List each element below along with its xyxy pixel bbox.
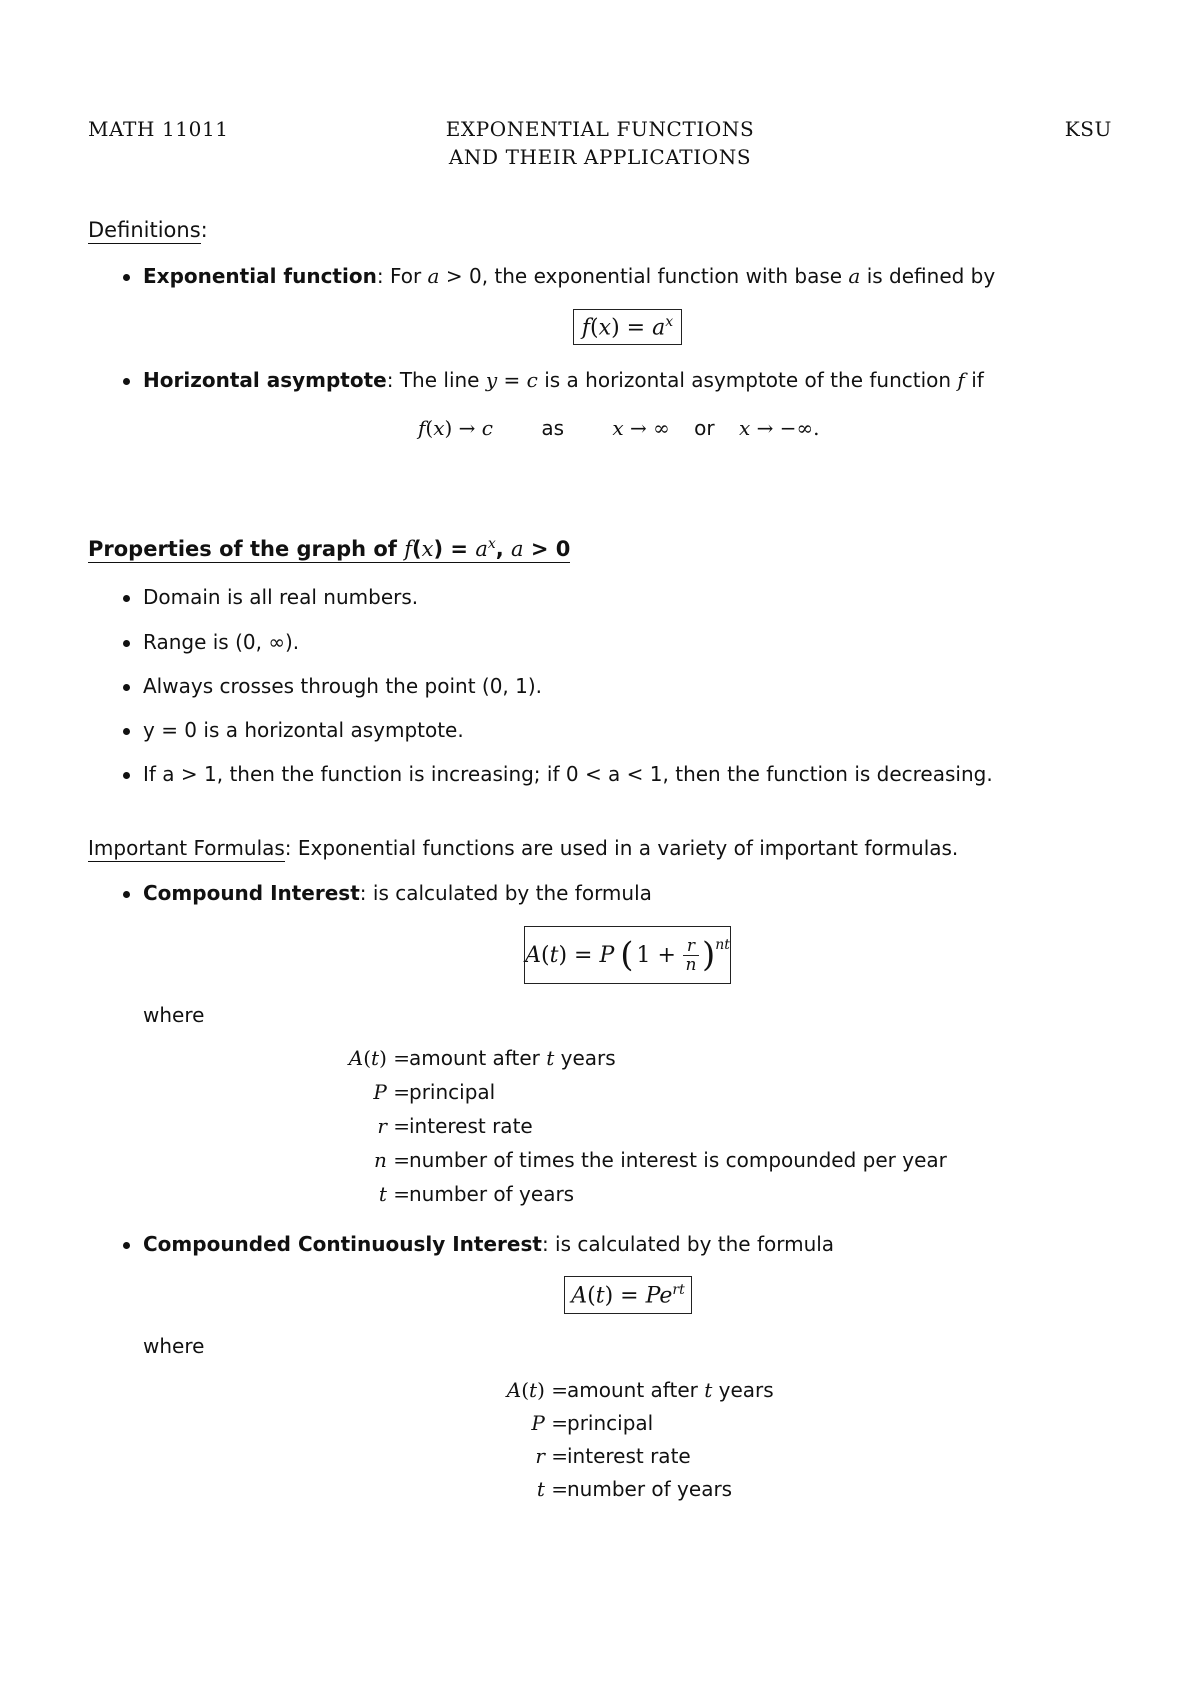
compound-formula: A ( t ) = P ( 1 + r n ) $^{nt}$ <box>525 935 730 975</box>
compound-desc-n: number of times the interest is compounded per year <box>409 1148 947 1172</box>
compound-var-P: P = <box>373 1080 410 1104</box>
page-title-line1: EXPONENTIAL FUNCTIONS <box>445 117 755 141</box>
continuous-line: Compounded Continuously Interest: is calculated by the formula <box>143 1232 835 1256</box>
continuous-desc-t: number of years <box>567 1477 733 1501</box>
formulas-intro: Exponential functions are used in a variety of important formulas. <box>297 836 959 860</box>
definitions-heading-text: Definitions <box>88 218 201 242</box>
asym-text-b: is a horizontal asymptote of the function <box>544 368 952 392</box>
continuous-var-t: t = <box>536 1477 568 1501</box>
exp-formula-box <box>573 309 682 345</box>
bullet-icon <box>123 274 130 281</box>
exp-text-b: , the exponential function with base <box>481 264 843 288</box>
asym-text-a: The line <box>399 368 480 392</box>
bullet-icon <box>123 728 130 735</box>
continuous-var-P: P = <box>531 1411 568 1435</box>
continuous-desc-P: principal <box>567 1411 654 1435</box>
asymptote-term: Horizontal asymptote <box>143 368 387 392</box>
compound-var-r: r = <box>377 1114 410 1138</box>
compound-desc-P: principal <box>409 1080 496 1104</box>
bullet-icon <box>123 378 130 385</box>
bullet-icon <box>123 772 130 779</box>
bullet-icon <box>123 1242 130 1249</box>
exp-function-term: Exponential function <box>143 264 377 288</box>
course-code: MATH 11011 <box>88 117 229 141</box>
compound-desc-r: interest rate <box>409 1114 533 1138</box>
continuous-desc-r: interest rate <box>567 1444 691 1468</box>
compound-text: is calculated by the formula <box>372 881 652 905</box>
asymptote-condition: f(x) → c as x → ∞ or x → −∞. <box>418 416 820 440</box>
exp-function-line: Exponential function: For a > 0, the exponential function with base a is defined by <box>143 264 996 288</box>
formulas-heading: Important Formulas <box>88 836 285 860</box>
compound-formula-box <box>524 926 731 984</box>
compound-desc-t: number of years <box>409 1182 575 1206</box>
property-monotonic: If a > 1, then the function is increasing; if 0 < a < 1, then the function is decreasing. <box>143 762 993 786</box>
continuous-var-r: r = <box>535 1444 568 1468</box>
bullet-icon <box>123 595 130 602</box>
continuous-var-A: A(t) = <box>506 1378 568 1402</box>
continuous-term: Compounded Continuously Interest <box>143 1232 542 1256</box>
asym-as: as <box>541 416 565 440</box>
school-label: KSU <box>1064 117 1112 141</box>
compound-var-t: t = <box>378 1182 410 1206</box>
compound-var-A: A(t) = <box>348 1046 410 1070</box>
property-domain: Domain is all real numbers. <box>143 585 419 609</box>
continuous-formula: $A(t) = Pe^{rt}$ <box>571 1281 685 1309</box>
property-asymptote: y = 0 is a horizontal asymptote. <box>143 718 464 742</box>
property-point: Always crosses through the point (0, 1). <box>143 674 543 698</box>
compound-where: where <box>143 1003 205 1027</box>
compound-term: Compound Interest <box>143 881 360 905</box>
property-range: Range is (0, ∞). <box>143 630 300 654</box>
properties-heading <box>88 536 570 561</box>
properties-heading-text: Properties of the graph of $f(x) = a^x$, a > 0 <box>88 536 571 561</box>
continuous-desc-A: amount after t years <box>567 1378 774 1402</box>
continuous-text: is calculated by the formula <box>555 1232 835 1256</box>
formulas-heading-line: Important Formulas: Exponential functions are used in a variety of important formulas. <box>88 836 959 860</box>
continuous-formula-box <box>564 1276 692 1314</box>
asymptote-line: Horizontal asymptote: The line y = c is a horizontal asymptote of the function f if <box>143 368 984 392</box>
page-title-line2: AND THEIR APPLICATIONS <box>448 145 752 169</box>
bullet-icon <box>123 891 130 898</box>
compound-var-n: n = <box>373 1148 410 1172</box>
asym-or: or <box>694 416 715 440</box>
compound-desc-A: amount after t years <box>409 1046 616 1070</box>
compound-line: Compound Interest: is calculated by the formula <box>143 881 652 905</box>
continuous-where: where <box>143 1334 205 1358</box>
exp-formula: $f(x) = a^x$ <box>581 313 674 341</box>
bullet-icon <box>123 684 130 691</box>
exp-text-a: For <box>389 264 422 288</box>
bullet-icon <box>123 640 130 647</box>
asym-text-c: if <box>971 368 984 392</box>
definitions-heading: Definitions: <box>88 218 208 242</box>
exp-text-c: is defined by <box>866 264 996 288</box>
